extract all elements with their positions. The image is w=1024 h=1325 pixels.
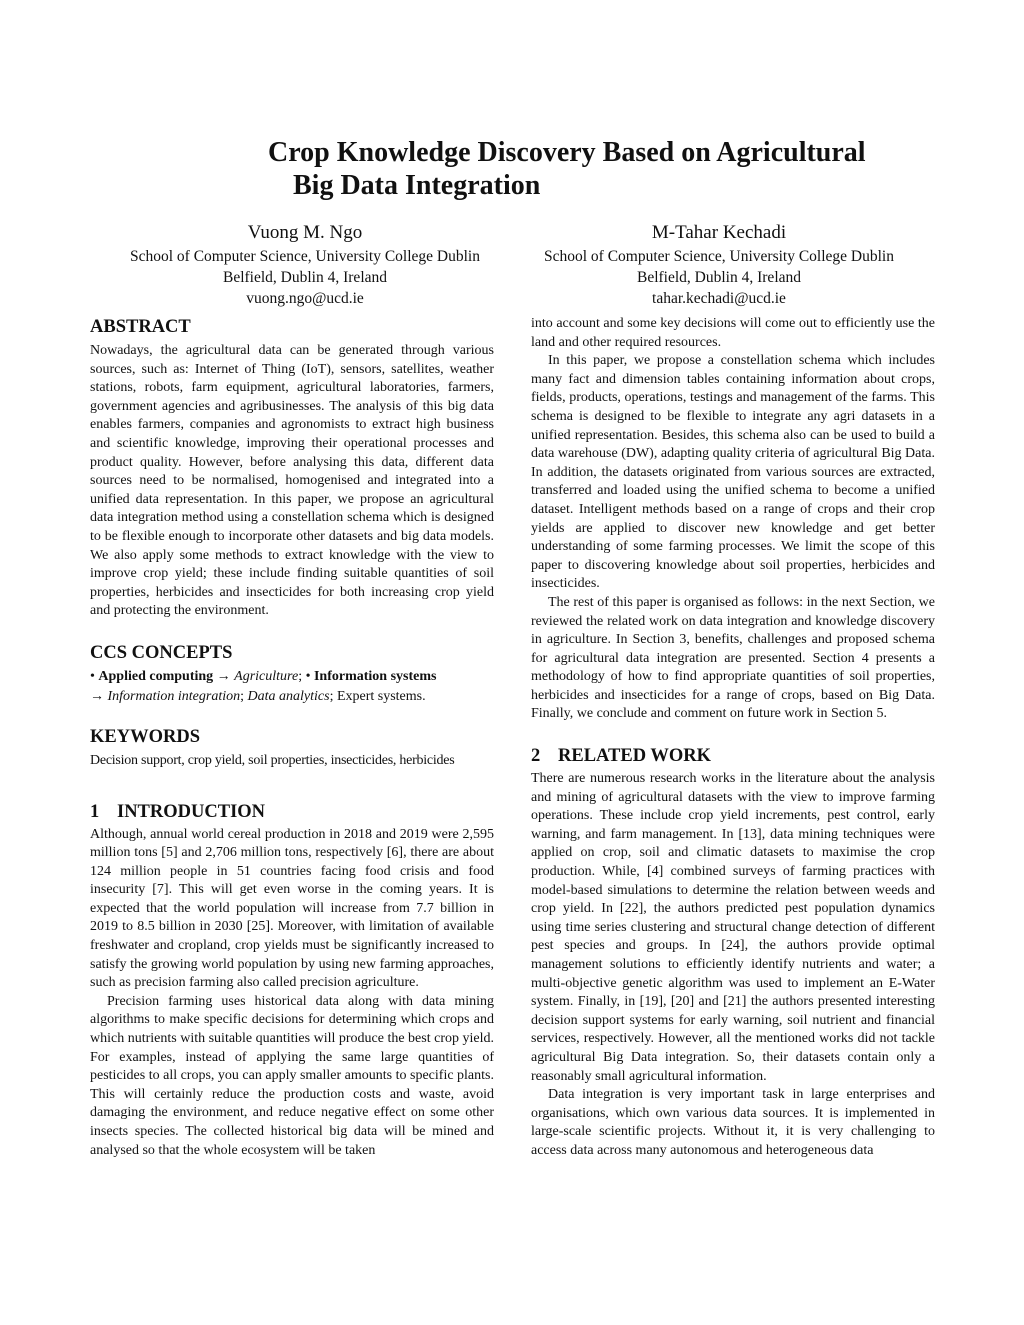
related-paragraph-1: There are numerous research works in the literature about the analysis and mining of agricultural datasets with the view to improve farming operations. These include crop yield increments, pest control, early warning, and farm management. In [13], data mining techniques were applied on crop, soil and climatic datasets to maximise the crop production. While, [4] combined surveys of farming practices with model-based simulations to determine the relation between weeds and crop yield. In [22], the authors predicted pest population dynamics using time series clustering and structural change detection of different pest species and groups. In [24], the authors provide optimal management solutions to efficiently identify nutrients and water; a multi-objective genetic algorithm was used to implement an E-Water system. Finally, in [19], [20] and [21] the authors presented interesting decision support systems for early warning, soil nutrient and financial services, respectively. However, all the mentioned works did not tackle agricultural Big Data integration. So, their datasets contain only a reasonably small agricultural information. xyxy=(531,771,935,1084)
author-name: Vuong M. Ngo xyxy=(247,222,363,243)
bullet: • xyxy=(90,668,95,684)
author-email: vuong.ngo@ucd.ie xyxy=(246,290,364,307)
intro-paragraph-2: Precision farming uses historical data along with data mining algorithms to make specific decisions for determining which crops and which nutrients with suitable quantities will produce the best crop yield. For examples, instead of applying the same large quantities of pesticides to all crops, you can apply smaller amounts to specific plants. This will certainly reduce the production costs and waste, avoid damaging the environment, and reduce negative effect on some other insects species. The collected historical big data will be mined and analysed so that the whole ecosystem will be taken xyxy=(90,993,494,1158)
keywords-text: Decision support, crop yield, soil properties, insecticides, herbicides xyxy=(90,752,455,768)
introduction-heading xyxy=(90,800,494,824)
arrow-icon: → xyxy=(90,688,104,704)
abstract-text: Nowadays, the agricultural data can be generated through various sources, such as: Internet of Thing (IoT), sensors, satellites, weather stations, robots, farm equipment, agricultural laboratories, farmers, government agencies and agribusinesses. The analysis of this big data enables farmers, companies and agronomists to extract high business and scientific knowledge, improving their operational processes and product quality. However, before analysing this data, different data sources need to be normalised, homogenised and integrated into a unified data representation. In this paper, we propose an agricultural data integration method using a constellation schema which is designed to be flexible enough to incorporate other datasets and big data models. We also apply some methods to extract knowledge with the view to improve crop yield; these include finding suitable quantities of soil properties, herbicides and insecticides for both increasing crop yield and protecting the environment. xyxy=(90,343,494,619)
ccs-tail: ; Expert systems. xyxy=(329,688,426,704)
separator: ; xyxy=(298,668,303,684)
intro-paragraph-4: In this paper, we propose a constellation schema which includes many fact and dimension tables containing information about crops, fields, products, operations, testings and management of the farms. This schema is designed to be flexible to integrate any agri datasets in a unified representation. Besides, this schema also can be used to build a data warehouse (DW), adapting quality criteria of agricultural Big Data. In addition, the datasets originated from various sources are extracted, transferred and loaded using the unified schema to become a unified dataset. Intelligent methods based on a range of crops and their crop yields are applied to discover new knowledge and get better understanding of some farming processes. We limit the scope of this paper to discovering knowledge about soil properties, herbicides and insecticides. xyxy=(531,353,935,592)
section-title: INTRODUCTION xyxy=(117,801,266,822)
author-block-1 xyxy=(95,220,515,309)
bullet: • xyxy=(305,668,311,684)
title-line-2: Big Data Integration xyxy=(293,170,541,201)
ccs-term: Information systems xyxy=(313,668,437,684)
related-paragraph-2: Data integration is very important task in large enterprises and organisations, which own various data sources. It is implemented in large-scale scientific projects. Without it, it is very challenging to access data across many autonomous and heterogeneous data xyxy=(531,1087,935,1158)
ccs-subterm: Information integration xyxy=(107,688,241,704)
author-email: tahar.kechadi@ucd.ie xyxy=(652,290,786,307)
author-affiliation: School of Computer Science, University College Dublin xyxy=(130,248,480,265)
ccs-subterm: Data analytics xyxy=(247,688,330,704)
intro-paragraph-5: The rest of this paper is organised as follows: in the next Section, we reviewed the related work on data integration and knowledge discovery in agriculture. In Section 3, benefits, challenges and proposed schema for agricultural data integration are presented. Section 4 presents a methodology of how to find appropriate quantities of soil properties, herbicides and insecticides for a range of crops, based on Big Data. Finally, we conclude and comment on future work in Section 5. xyxy=(531,594,935,722)
separator: ; xyxy=(240,688,245,704)
author-affiliation: School of Computer Science, University College Dublin xyxy=(544,248,894,265)
ccs-term: Applied computing xyxy=(98,668,214,684)
keywords-heading: KEYWORDS xyxy=(90,726,200,747)
author-address: Belfield, Dublin 4, Ireland xyxy=(637,269,801,286)
intro-paragraph-1: Although, annual world cereal production in 2018 and 2019 were 2,595 million tons [5] and 2,706 million tons, respectively [6], there are about 124 million people in 51 countries facing food crisis and food insecurity [7]. This will get even worse in the coming years. It is expected that the world population will increase from 7.7 billion in 2019 to 8.5 billion in 2030 [25]. Moreover, with limitation of available freshwater and cropland, crop yields must be significantly increased to satisfy the growing world population by using new farming approaches, such as precision farming also called precision agriculture. xyxy=(90,826,494,991)
right-column xyxy=(531,315,935,1161)
section-number: 2 xyxy=(531,746,541,767)
section-number: 1 xyxy=(90,801,100,822)
title-line-1: Crop Knowledge Discovery Based on Agricultural xyxy=(268,137,866,168)
author-address: Belfield, Dublin 4, Ireland xyxy=(223,269,387,286)
ccs-subterm: Agriculture xyxy=(234,668,299,684)
author-block-2 xyxy=(509,220,929,309)
abstract-heading: ABSTRACT xyxy=(90,317,191,337)
author-name: M-Tahar Kechadi xyxy=(651,222,787,243)
paper-title xyxy=(268,136,908,202)
left-column xyxy=(90,315,494,1160)
intro-paragraph-3: into account and some key decisions will come out to efficiently use the land and other required resources. xyxy=(531,316,935,350)
arrow-icon: → xyxy=(216,668,231,684)
related-work-heading xyxy=(531,744,935,768)
ccs-concepts xyxy=(90,667,494,707)
section-title: RELATED WORK xyxy=(558,746,711,767)
ccs-heading: CCS CONCEPTS xyxy=(90,642,233,663)
